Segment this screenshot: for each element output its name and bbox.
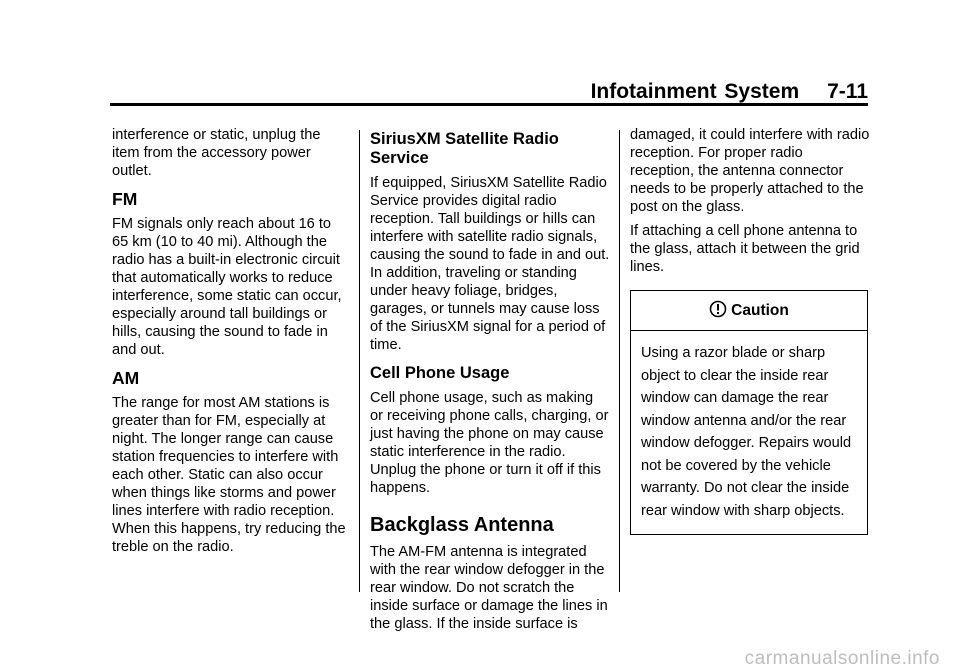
caution-header [631,291,867,331]
column-1 [112,126,350,562]
intro-paragraph: interference or static, unplug the item from the accessory power outlet. [112,127,321,179]
caution-text: Using a razor blade or sharp object to clear the inside rear window can damage the rear window antenna and/or the rear window defogger. Repairs would not be covered by the vehicle warranty. Do not clear the inside rear window with sharp objects. [641,345,852,519]
cell-phone-heading: Cell Phone Usage [370,364,510,382]
caution-title: Caution [731,302,789,319]
header-rule [110,103,868,106]
page-number: 7-11 [827,80,868,103]
page-header [591,80,868,104]
watermark: carmanualsonline.info [744,648,940,669]
antenna-connector-paragraph: damaged, it could interfere with radio reception. For proper radio reception, the antenna connector needs to be properly attached to the post on the glass. [630,127,870,215]
backglass-antenna-heading: Backglass Antenna [370,514,554,536]
column-divider-2 [619,130,620,592]
fm-paragraph: FM signals only reach about 16 to 65 km (10 to 40 mi). Although the radio has a built-in electronic circuit that automatically works to reduce interference, some static can occur, especially around tall buildings or hills, causing the sound to fade in and out. [112,216,342,358]
warning-icon [709,300,727,318]
section-title: Infotainment System [590,80,800,103]
sirius-heading: SiriusXM Satellite Radio Service [370,130,559,167]
column-2 [370,126,610,639]
fm-heading: FM [112,189,138,209]
backglass-antenna-paragraph: The AM-FM antenna is integrated with the rear window defogger in the rear window. Do not scratch the inside surface or damage the lines in the glass. If the inside surface is [370,544,608,632]
am-paragraph: The range for most AM stations is greater than for FM, especially at night. The longer range can cause station frequencies to interfere with each other. Static can also occur when things like storms and power lines interfere with radio reception. When this happens, try reducing the treble on the radio. [112,395,346,555]
caution-box [630,290,868,535]
column-3 [630,126,870,535]
sirius-paragraph: If equipped, SiriusXM Satellite Radio Service provides digital radio reception. Tall buildings or hills can interfere with satellite radio signals, causing the sound to fade in and out. In addition, traveling or standing under heavy foliage, bridges, garages, or tunnels may cause loss of the SiriusXM signal for a period of time. [370,175,610,353]
column-divider-1 [359,130,360,592]
cell-phone-paragraph: Cell phone usage, such as making or receiving phone calls, charging, or just having the phone on may cause static interference in the radio. Unplug the phone or turn it off if this happens. [370,390,609,496]
cell-antenna-paragraph: If attaching a cell phone antenna to the glass, attach it between the grid lines. [630,223,860,275]
am-heading: AM [112,368,140,388]
